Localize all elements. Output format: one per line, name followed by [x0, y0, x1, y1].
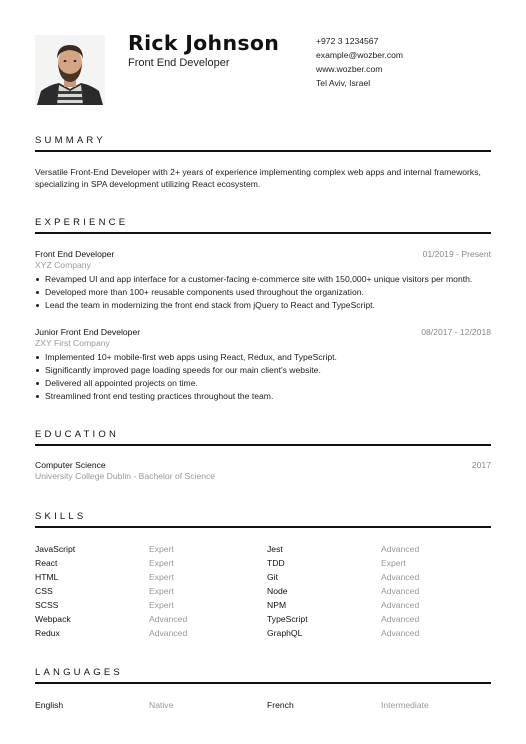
candidate-name: Rick Johnson — [128, 31, 280, 55]
skill-level: Advanced — [381, 628, 420, 638]
bullet-icon — [36, 278, 39, 281]
skill-name: GraphQL — [267, 628, 303, 638]
job-title: Junior Front End Developer — [35, 327, 141, 338]
job-company: ZXY First Company — [35, 338, 110, 349]
language-name: English — [35, 700, 64, 710]
contact-email: example@wozber.com — [316, 50, 404, 60]
list-item: Developed more than 100+ reusable components used throughout the organization. — [35, 286, 491, 299]
skill-name: JavaScript — [35, 544, 76, 554]
skill-level: Advanced — [381, 572, 420, 582]
skill-level: Expert — [149, 544, 174, 554]
skill-name: Redux — [35, 628, 60, 638]
section-heading: LANGUAGES — [35, 667, 123, 678]
list-item: Lead the team in modernizing the front end stack from jQuery to React and TypeScript. — [35, 299, 491, 312]
languages-grid — [35, 698, 491, 712]
job-company: XYZ Company — [35, 260, 91, 270]
summary-section — [35, 134, 491, 190]
section-heading: SKILLS — [35, 511, 87, 522]
contact-location: Tel Aviv, Israel — [316, 78, 371, 88]
language-level: Intermediate — [381, 700, 429, 710]
job-dates: 08/2017 - 12/2018 — [421, 327, 491, 338]
language-name: French — [267, 700, 294, 710]
languages-section — [35, 666, 491, 712]
bullet-icon — [36, 395, 39, 398]
skills-section — [35, 510, 491, 640]
skill-row — [35, 584, 491, 598]
profile-photo — [35, 35, 105, 105]
bullet-icon — [36, 382, 39, 385]
section-divider — [35, 444, 491, 446]
bullet-icon — [36, 304, 39, 307]
job-bullets — [35, 351, 491, 402]
section-heading: EDUCATION — [35, 429, 120, 440]
section-heading: EXPERIENCE — [35, 217, 129, 228]
skill-name: TypeScript — [267, 614, 308, 624]
skill-row — [35, 612, 491, 626]
skill-name: Webpack — [35, 614, 71, 624]
skill-name: Jest — [267, 544, 283, 554]
list-item: Delivered all appointed projects on time. — [35, 377, 491, 390]
skill-row — [35, 556, 491, 570]
skill-level: Expert — [381, 558, 406, 568]
person-photo-icon — [35, 35, 105, 105]
contact-website: www.wozber.com — [316, 64, 383, 74]
school-name: University College Dublin - Bachelor of Science — [35, 471, 216, 481]
skill-level: Expert — [149, 572, 174, 582]
skills-grid — [35, 542, 491, 640]
list-item: Streamlined front end testing practices throughout the team. — [35, 390, 491, 403]
bullet-icon — [36, 291, 39, 294]
list-item: Significantly improved page loading speeds for our main client's website. — [35, 364, 491, 377]
skill-name: TDD — [267, 558, 285, 568]
candidate-title: Front End Developer — [128, 57, 230, 69]
skill-name: NPM — [267, 600, 287, 610]
skill-name: SCSS — [35, 600, 59, 610]
language-row — [35, 698, 491, 712]
skill-level: Advanced — [381, 614, 420, 624]
skill-level: Advanced — [381, 586, 420, 596]
section-divider — [35, 526, 491, 528]
skill-level: Expert — [149, 586, 174, 596]
section-divider — [35, 682, 491, 684]
contact-phone: +972 3 1234567 — [316, 36, 379, 46]
section-heading: SUMMARY — [35, 135, 106, 146]
graduation-year: 2017 — [471, 460, 491, 470]
skill-level: Advanced — [149, 614, 188, 624]
skill-name: HTML — [35, 572, 59, 582]
list-item: Implemented 10+ mobile-first web apps using React, Redux, and TypeScript. — [35, 351, 491, 364]
skill-level: Advanced — [381, 544, 420, 554]
degree-title: Computer Science — [35, 460, 106, 470]
education-entry — [35, 460, 491, 482]
job-entry — [35, 327, 491, 402]
skill-level: Advanced — [149, 628, 188, 638]
section-divider — [35, 232, 491, 234]
skill-row — [35, 626, 491, 640]
experience-section — [35, 216, 491, 403]
skill-row — [35, 570, 491, 584]
skill-name: CSS — [35, 586, 53, 596]
skill-name: React — [35, 558, 58, 568]
contact-info — [316, 34, 403, 90]
language-level: Native — [149, 700, 174, 710]
section-divider — [35, 150, 491, 152]
bullet-icon — [36, 356, 39, 359]
list-item: Revamped UI and app interface for a customer-facing e-commerce site with 150,000+ unique visitors per month. — [35, 273, 491, 286]
bullet-icon — [36, 369, 39, 372]
skill-row — [35, 542, 491, 556]
skill-name: Git — [267, 572, 278, 582]
skill-level: Expert — [149, 558, 174, 568]
job-bullets — [35, 273, 491, 311]
skill-name: Node — [267, 586, 288, 596]
summary-text: Versatile Front-End Developer with 2+ years of experience implementing complex web apps and internal frameworks, specializing in SPA development utilizing React ecosystem. — [35, 167, 481, 189]
job-dates: 01/2019 - Present — [422, 249, 491, 259]
education-section — [35, 428, 491, 482]
job-title: Front End Developer — [35, 249, 115, 259]
skill-level: Advanced — [381, 600, 420, 610]
skill-level: Expert — [149, 600, 174, 610]
job-entry — [35, 249, 491, 311]
skill-row — [35, 598, 491, 612]
